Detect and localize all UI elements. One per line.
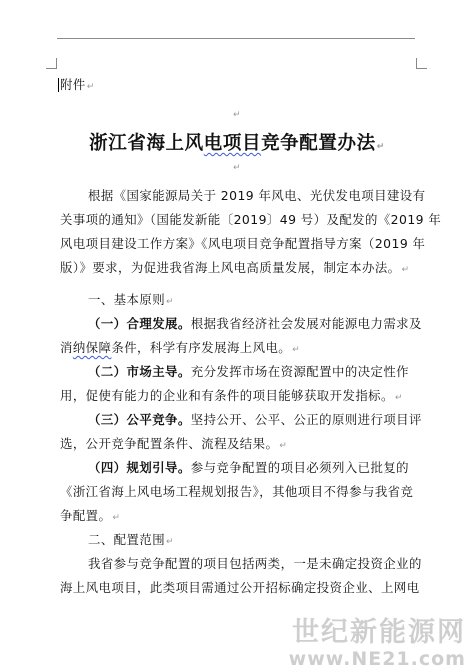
text-line: 海上风电项目，此类项目需通过公开招标确定投资企业、上网电 — [60, 580, 420, 595]
text-line: 消纳保障条件，科学有序发展海上风电。↵ — [60, 340, 301, 355]
watermark-url: www.NE21.com — [288, 648, 466, 670]
text-line: （二）市场主导。充分发挥市场在资源配置中的决定性作 — [88, 364, 410, 379]
text-line: （四）规划引导。参与竞争配置的项目必须列入已批复的 — [88, 460, 410, 475]
text-line: 版）》要求，为促进我省海上风电高质量发展，制定本办法。↵ — [60, 260, 410, 275]
page-title: 浙江省海上风电项目竞争配置办法↵ — [89, 133, 385, 154]
text-line: 关事项的通知》（国能发新能〔2019〕49 号）及配发的《2019 年 — [60, 212, 442, 227]
section-heading: 二、配置范围↵ — [88, 532, 175, 547]
paragraph-mark-icon: ↵ — [233, 110, 241, 120]
text-line: （一）合理发展。根据我省经济社会发展对能源电力需求及 — [88, 316, 422, 331]
crop-mark-top-right — [416, 58, 427, 69]
watermark — [289, 618, 466, 670]
paragraph-mark-icon: ↵ — [86, 82, 95, 92]
text-line: （三）公平竞争。坚持公开、公平、公正的原则进行项目评 — [88, 412, 422, 427]
text-line: 《浙江省海上风电场工程规划报告》，其他项目不得参与我省竞 — [60, 484, 414, 499]
text-cursor — [58, 78, 59, 92]
watermark-name: 世纪新能源网 — [292, 617, 466, 648]
section-heading: 一、基本原则↵ — [88, 292, 175, 307]
crop-mark-top-left — [46, 58, 57, 69]
text-line: 争配置。↵ — [60, 508, 121, 523]
text-line: 用，促使有能力的企业和有条件的项目能够获取开发指标。↵ — [60, 388, 403, 403]
text-line: 我省参与竞争配置的项目包括两类，一是未确定投资企业的 — [88, 556, 422, 571]
paragraph-mark-icon: ↵ — [233, 163, 241, 173]
header-rule — [57, 38, 415, 39]
paragraph-mark-icon: ↵ — [376, 142, 385, 152]
text-line: 风电项目建设工作方案》《风电项目竞争配置指导方案（2019 年 — [60, 236, 426, 251]
text-line: 选，公开竞争配置条件、流程及结果。↵ — [60, 436, 288, 451]
attachment-label: 附件↵ — [60, 77, 95, 92]
text-line: 根据《国家能源局关于 2019 年风电、光伏发电项目建设有 — [88, 188, 426, 203]
